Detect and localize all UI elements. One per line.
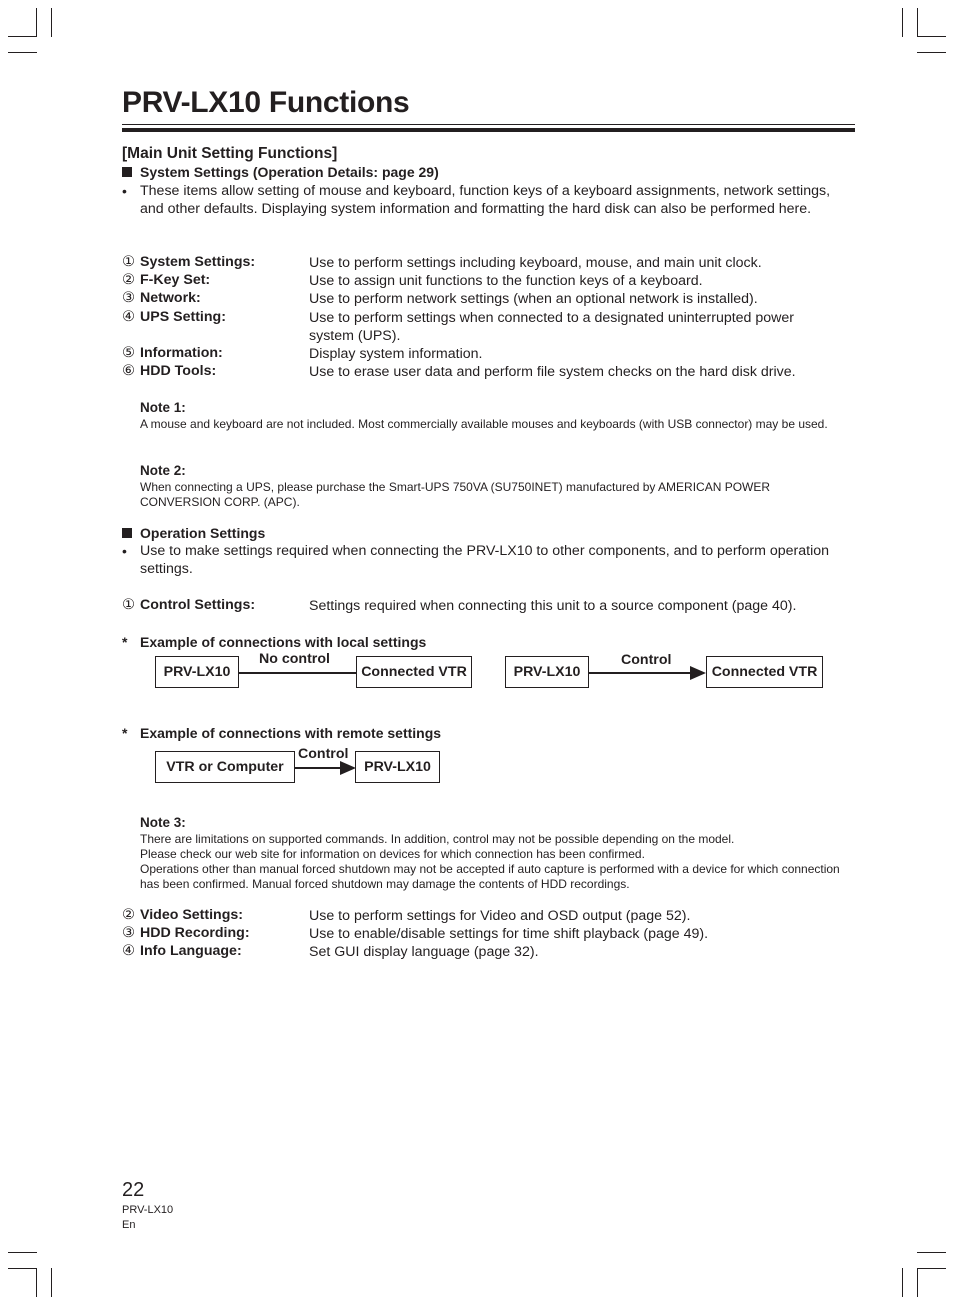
note1-text: A mouse and keyboard are not included. Most commercially available mouses and keyboards (with USB connector) may be used.	[140, 417, 828, 431]
operation-settings-heading: Operation Settings	[122, 525, 265, 541]
asterisk-mark: *	[122, 634, 128, 650]
connected-vtr-box: Connected VTR	[356, 656, 472, 688]
bullet-icon: •	[122, 543, 127, 559]
item-desc: Set GUI display language (page 32).	[309, 944, 539, 960]
item-desc: Settings required when connecting this unit to a source component (page 40).	[309, 598, 797, 614]
item-number: ④	[122, 943, 135, 959]
item-number: ⑤	[122, 345, 135, 361]
item-number: ②	[122, 272, 135, 288]
connection-line	[589, 672, 691, 674]
section-heading: [Main Unit Setting Functions]	[122, 145, 338, 162]
local-example-title: Example of connections with local settings	[140, 634, 427, 650]
note3-line: Operations other than manual forced shutdown may not be accepted if auto capture is performed with a device for which connection has been confirmed. Manual forced shutdown may damage the contents of HDD recordings.	[140, 862, 840, 891]
item-label: F-Key Set:	[140, 272, 211, 288]
item-label: HDD Recording:	[140, 925, 250, 941]
note3-title: Note 3:	[140, 815, 186, 830]
item-desc: Use to perform settings for Video and OSD output (page 52).	[309, 908, 691, 924]
note3-line: There are limitations on supported commands. In addition, control may not be possible depending on the model.	[140, 832, 735, 846]
note3-text	[140, 832, 854, 892]
item-number: ③	[122, 925, 135, 941]
control-label: Control	[298, 746, 349, 762]
prv-lx10-box: PRV-LX10	[155, 656, 239, 688]
item-desc: Use to assign unit functions to the function keys of a keyboard.	[309, 273, 703, 289]
no-control-label: No control	[259, 651, 330, 667]
item-label: Control Settings:	[140, 597, 256, 613]
note2-title: Note 2:	[140, 463, 186, 478]
item-desc: Use to perform settings when connected to a designated uninterrupted power system (UPS).	[309, 310, 795, 345]
title-rule-thick	[122, 128, 855, 132]
note3-line: Please check our web site for information on devices for which connection has been confirmed.	[140, 847, 645, 861]
item-label: Information:	[140, 345, 223, 361]
item-label: Info Language:	[140, 943, 242, 959]
note1-title: Note 1:	[140, 400, 186, 415]
item-number: ①	[122, 597, 135, 613]
item-number: ④	[122, 309, 135, 325]
item-desc: Display system information.	[309, 346, 483, 362]
control-label: Control	[621, 652, 672, 668]
item-label: System Settings:	[140, 254, 256, 270]
system-settings-heading: System Settings (Operation Details: page 29)	[122, 164, 439, 180]
item-label: HDD Tools:	[140, 363, 217, 379]
footer-language: En	[122, 1219, 136, 1231]
item-number: ⑥	[122, 363, 135, 379]
prv-lx10-box: PRV-LX10	[355, 751, 440, 783]
vtr-or-computer-box: VTR or Computer	[155, 751, 295, 783]
square-bullet-icon	[122, 528, 132, 538]
bullet-icon: •	[122, 183, 127, 199]
item-desc: Use to erase user data and perform file system checks on the hard disk drive.	[309, 364, 796, 380]
asterisk-mark: *	[122, 725, 128, 741]
item-label: UPS Setting:	[140, 309, 226, 325]
remote-example-title: Example of connections with remote settings	[140, 725, 442, 741]
connection-line	[239, 672, 356, 674]
page-title: PRV-LX10 Functions	[122, 86, 410, 119]
item-number: ③	[122, 290, 135, 306]
prv-lx10-box: PRV-LX10	[505, 656, 589, 688]
arrow-right-icon	[340, 761, 356, 775]
connection-line	[295, 767, 341, 769]
note2-text: When connecting a UPS, please purchase the Smart-UPS 750VA (SU750INET) manufactured by AMERICAN POWER CONVERSION CORP. (APC).	[140, 480, 771, 509]
item-desc: Use to perform network settings (when an optional network is installed).	[309, 291, 758, 307]
page-number: 22	[122, 1179, 145, 1201]
system-intro: These items allow setting of mouse and keyboard, function keys of a keyboard assignments, network settings, and other defaults. Displaying system information and formatting the hard disk can also be performed here.	[140, 183, 831, 218]
footer-model: PRV-LX10	[122, 1204, 174, 1216]
item-desc: Use to enable/disable settings for time shift playback (page 49).	[309, 926, 709, 942]
square-bullet-icon	[122, 167, 132, 177]
item-number: ②	[122, 907, 135, 923]
item-number: ①	[122, 254, 135, 270]
arrow-right-icon	[690, 666, 706, 680]
item-label: Network:	[140, 290, 201, 306]
item-desc: Use to perform settings including keyboard, mouse, and main unit clock.	[309, 255, 762, 271]
operation-intro: Use to make settings required when connecting the PRV-LX10 to other components, and to perform operation settings.	[140, 543, 830, 578]
title-rule-thin	[122, 124, 855, 125]
item-label: Video Settings:	[140, 907, 244, 923]
connected-vtr-box: Connected VTR	[706, 656, 823, 688]
